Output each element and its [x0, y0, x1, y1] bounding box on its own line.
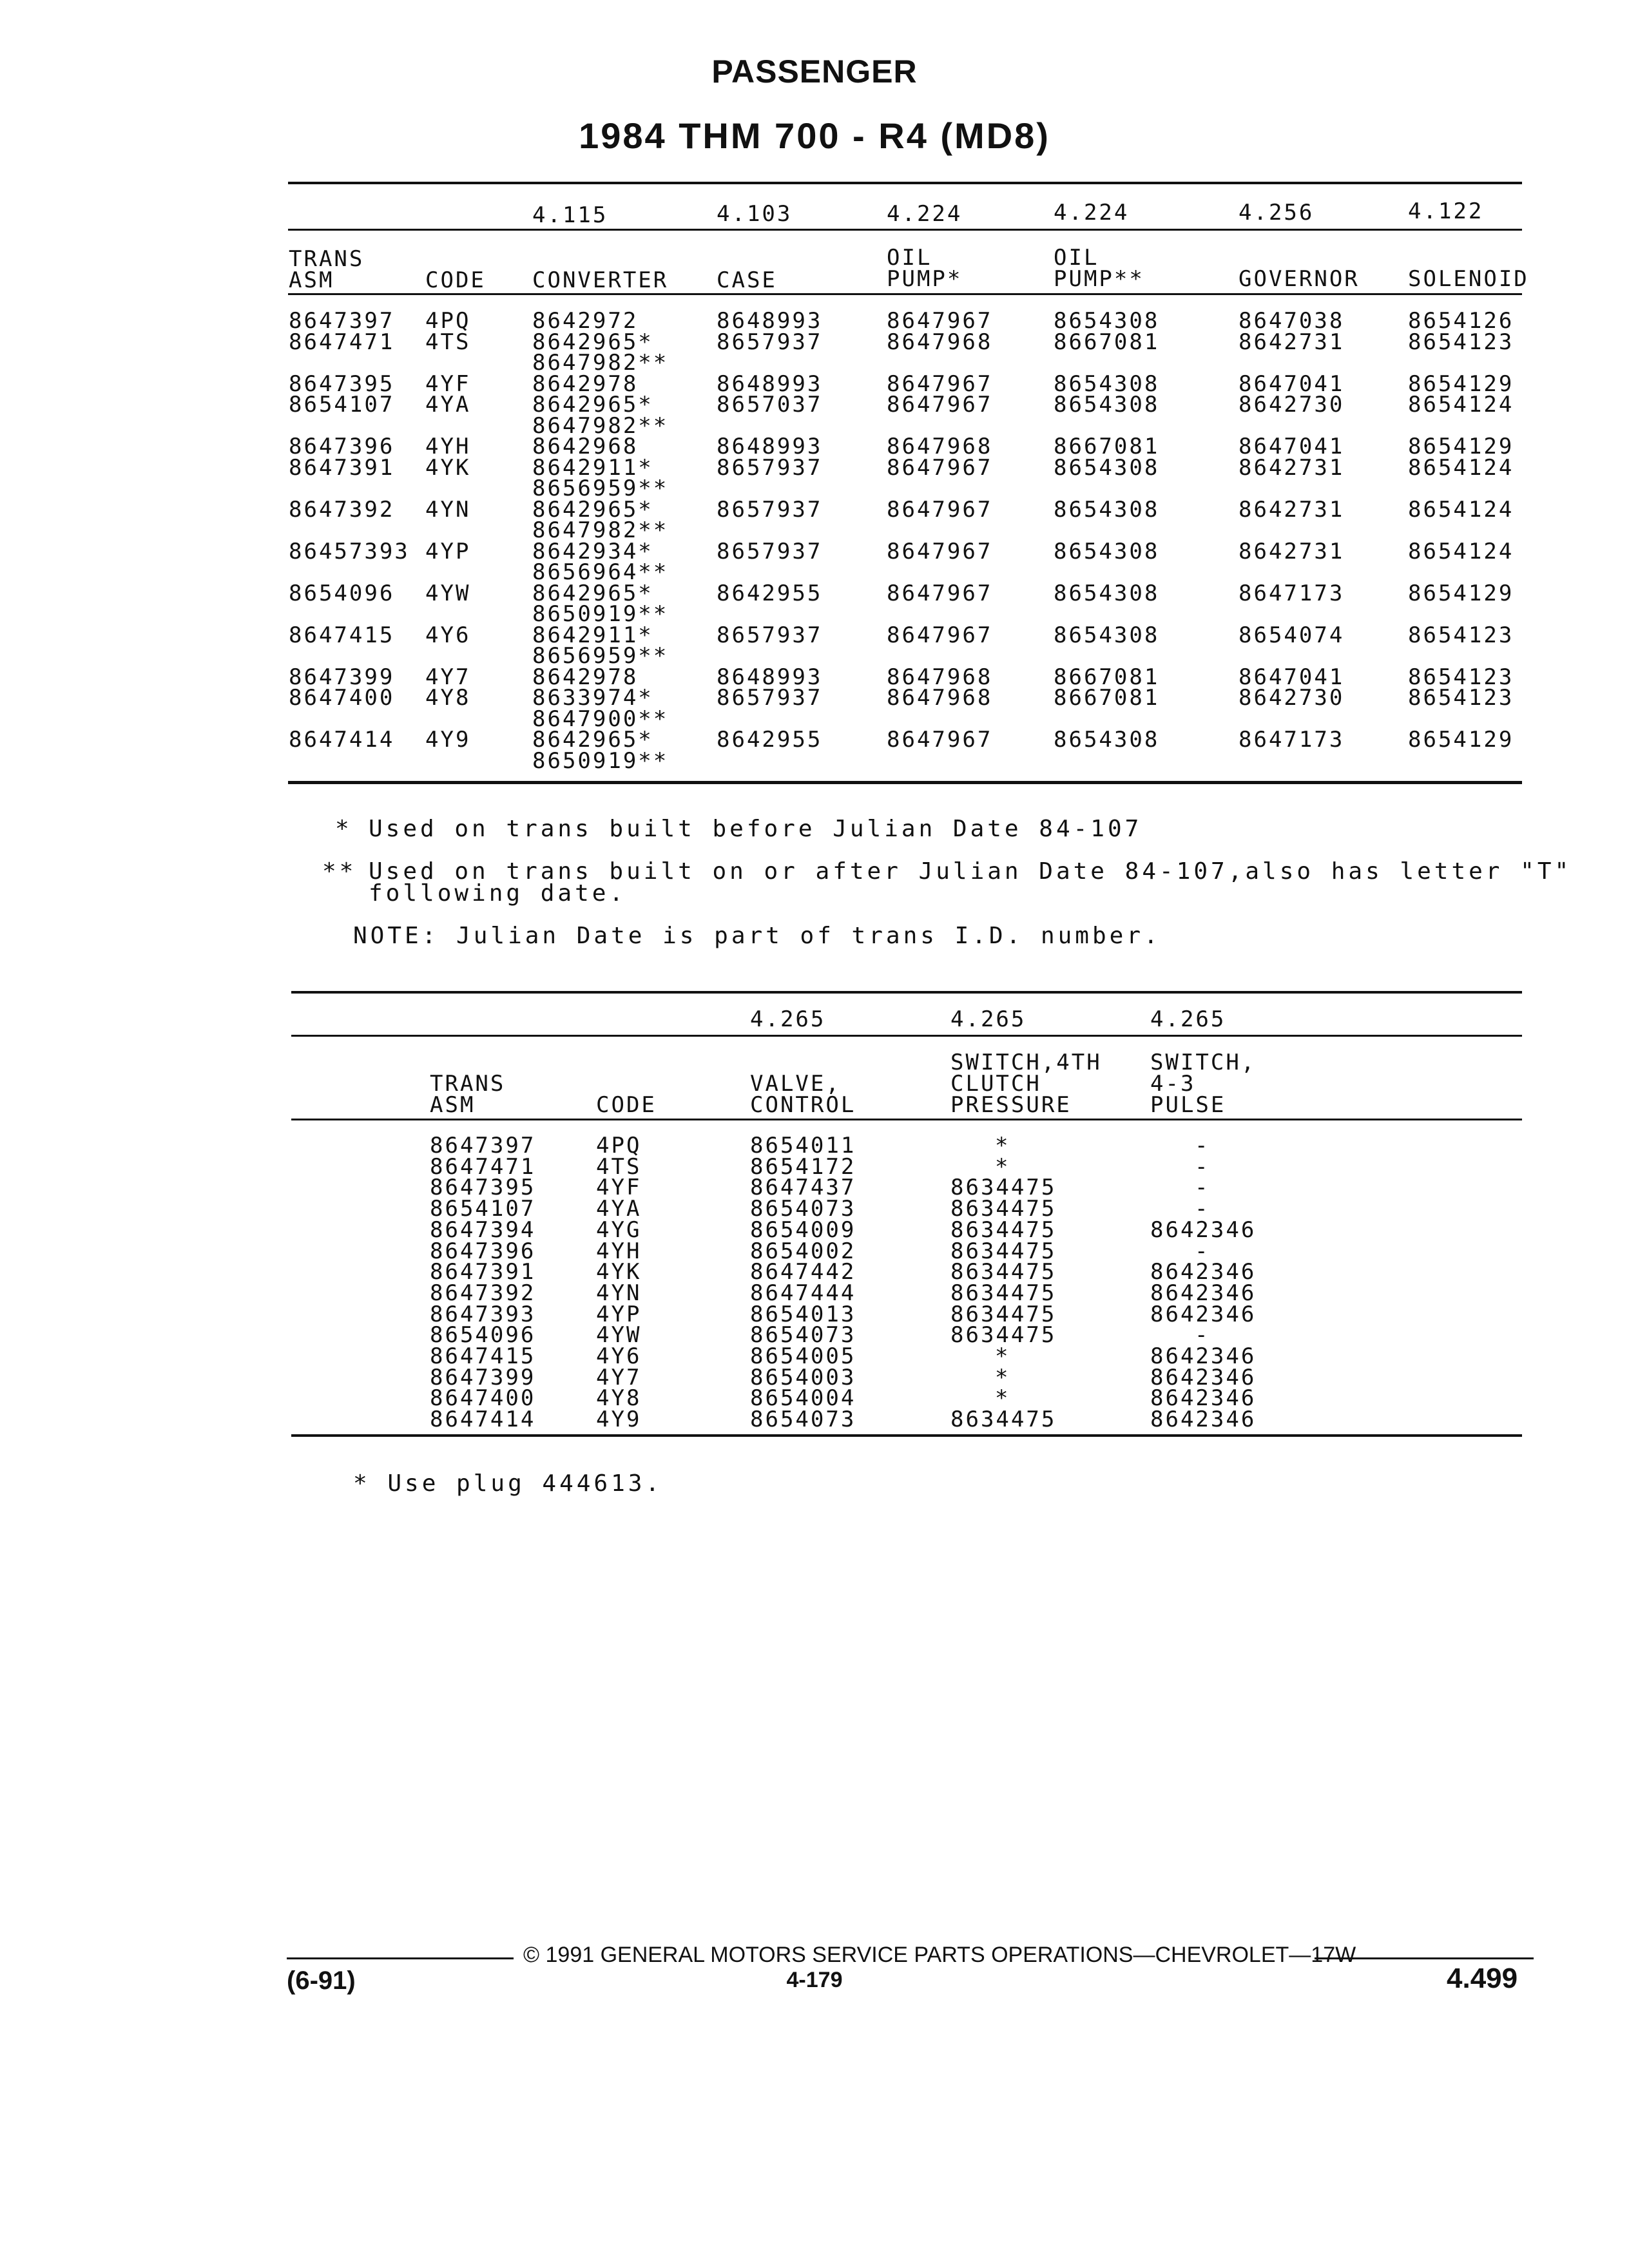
table1-cell-code: 4Y9 — [425, 727, 471, 753]
header2-code: CODE — [596, 1092, 657, 1118]
header-governor: GOVERNOR — [1239, 266, 1360, 292]
table1-cell-code: 4YP — [425, 538, 471, 564]
table1-cell-solenoid: 8654129 — [1408, 580, 1514, 606]
table1-cell-converter: 8647982** — [532, 412, 669, 439]
table1-cell-solenoid: 8654124 — [1408, 454, 1514, 481]
note1-text: Used on trans built before Julian Date 84-107 — [369, 816, 1142, 842]
table1-cell-solenoid: 8654124 — [1408, 496, 1514, 523]
table1-cell-code: 4Y7 — [425, 664, 471, 690]
header2-switch4th-line3: PRESSURE — [950, 1092, 1072, 1118]
header2-switch43-line1: SWITCH, — [1150, 1050, 1257, 1075]
table1-cell-oil1: 8647967 — [887, 454, 993, 481]
table1-cell-oil2: 8654308 — [1054, 496, 1160, 523]
table1-cell-oil1: 8647967 — [887, 392, 993, 418]
table1-cell-case: 8642955 — [717, 580, 823, 606]
table2-ref-rule — [291, 1035, 1522, 1037]
header2-switch4th-line2: CLUTCH — [950, 1071, 1041, 1097]
table1-cell-governor: 8642730 — [1239, 685, 1345, 711]
table1-cell-governor: 8654074 — [1239, 622, 1345, 648]
footer-rule-left — [287, 1957, 514, 1959]
table1-cell-case: 8657937 — [717, 685, 823, 711]
table1-cell-code: 4YN — [425, 496, 471, 523]
table1-cell-solenoid: 8654123 — [1408, 664, 1514, 690]
table2-header-rule — [291, 1119, 1522, 1120]
header-oil-pump-2-line2: PUMP** — [1054, 266, 1144, 292]
header-case: CASE — [717, 267, 777, 293]
table2-cell-sw1: * — [995, 1385, 1010, 1412]
header-asm: ASM — [289, 267, 334, 293]
table1-cell-solenoid: 8654123 — [1408, 685, 1514, 711]
table2-cell-asm: 8647394 — [430, 1216, 536, 1243]
table2-cell-code: 4YG — [596, 1216, 642, 1243]
table1-cell-converter: 8656959** — [532, 643, 669, 669]
table1-cell-asm: 8647395 — [289, 370, 395, 397]
header-oil-pump-1-line1: OIL — [887, 245, 932, 271]
table1-cell-governor: 8647041 — [1239, 370, 1345, 397]
table2-cell-sw2: 8642346 — [1150, 1385, 1257, 1412]
table2-cell-code: 4YH — [596, 1238, 642, 1264]
table1-cell-code: 4YW — [425, 580, 471, 606]
table2-cell-sw1: 8634475 — [950, 1238, 1057, 1264]
table1-cell-case: 8657037 — [717, 392, 823, 418]
header2-switch4th-line1: SWITCH,4TH — [950, 1050, 1102, 1075]
table2-cell-asm: 8647414 — [430, 1407, 536, 1433]
table1-cell-converter: 8656964** — [532, 559, 669, 585]
page-number-right: 4.499 — [1447, 1963, 1518, 1994]
table2-cell-sw1: 8634475 — [950, 1301, 1057, 1327]
header2-switch43-line3: PULSE — [1150, 1092, 1226, 1118]
header-trans: TRANS — [289, 246, 365, 272]
table1-cell-solenoid: 8654123 — [1408, 622, 1514, 648]
table2-cell-code: 4PQ — [596, 1133, 642, 1158]
header2-switch43-line2: 4-3 — [1150, 1071, 1196, 1097]
ref-solenoid: 4.122 — [1408, 198, 1484, 224]
table2-cell-sw1: 8634475 — [950, 1175, 1057, 1201]
table1-cell-oil1: 8647968 — [887, 664, 993, 690]
table2-cell-asm: 8647399 — [430, 1364, 536, 1390]
table1-ref-rule — [288, 229, 1522, 231]
ref-converter: 4.115 — [532, 202, 608, 228]
table1-cell-converter: 8642965* — [532, 727, 653, 753]
table2-cell-valve: 8654073 — [750, 1407, 856, 1433]
table1-cell-governor: 8642731 — [1239, 496, 1345, 523]
table2-cell-asm: 8647397 — [430, 1133, 536, 1158]
table1-cell-oil1: 8647967 — [887, 622, 993, 648]
page-subtitle: 1984 THM 700 - R4 (MD8) — [579, 115, 1050, 156]
table2-cell-valve: 8654073 — [750, 1196, 856, 1222]
table2-cell-valve: 8654011 — [750, 1133, 856, 1158]
table2-cell-asm: 8647400 — [430, 1385, 536, 1412]
table1-cell-asm: 8654096 — [289, 580, 395, 606]
table2-cell-sw2: 8642346 — [1150, 1343, 1257, 1369]
table1-cell-case: 8642955 — [717, 727, 823, 753]
table1-cell-solenoid: 8654126 — [1408, 308, 1514, 334]
table2-cell-sw2: 8642346 — [1150, 1280, 1257, 1306]
table2-cell-code: 4Y6 — [596, 1343, 642, 1369]
table1-cell-converter: 8647982** — [532, 350, 669, 376]
table1-cell-asm: 86457393 — [289, 538, 410, 564]
table1-cell-oil1: 8647967 — [887, 308, 993, 334]
table1-cell-solenoid: 8654129 — [1408, 727, 1514, 753]
header-solenoid: SOLENOID — [1408, 266, 1529, 292]
table1-cell-oil2: 8667081 — [1054, 685, 1160, 711]
table2-cell-valve: 8654004 — [750, 1385, 856, 1412]
table1-cell-code: 4TS — [425, 329, 471, 355]
table1-cell-converter: 8642965* — [532, 580, 653, 606]
table1-cell-converter: 8650919** — [532, 601, 669, 627]
table1-cell-solenoid: 8654124 — [1408, 392, 1514, 418]
table1-cell-oil2: 8654308 — [1054, 538, 1160, 564]
table1-cell-asm: 8647396 — [289, 434, 395, 459]
table2-cell-asm: 8647471 — [430, 1153, 536, 1180]
table1-bottom-rule — [288, 781, 1522, 784]
table1-cell-case: 8657937 — [717, 538, 823, 564]
table1-cell-converter: 8642965* — [532, 496, 653, 523]
header2-valve-line2: CONTROL — [750, 1092, 856, 1118]
table1-cell-solenoid: 8654124 — [1408, 538, 1514, 564]
table2-cell-sw1: 8634475 — [950, 1259, 1057, 1285]
table1-cell-case: 8657937 — [717, 622, 823, 648]
header2-valve-line1: VALVE, — [750, 1071, 841, 1097]
revision-date: (6-91) — [287, 1966, 356, 1995]
table1-cell-converter: 8647982** — [532, 517, 669, 543]
table1-cell-governor: 8642731 — [1239, 329, 1345, 355]
table2-cell-sw1: 8634475 — [950, 1280, 1057, 1306]
table1-cell-asm: 8647392 — [289, 496, 395, 523]
table2-cell-sw2: 8642346 — [1150, 1364, 1257, 1390]
table1-cell-code: 4YF — [425, 370, 471, 397]
table2-cell-sw2: - — [1195, 1133, 1210, 1158]
table2-cell-valve: 8647442 — [750, 1259, 856, 1285]
table2-bottom-rule — [291, 1434, 1522, 1437]
table2-cell-sw2: - — [1195, 1175, 1210, 1201]
note2-text-line2: following date. — [369, 880, 627, 907]
table1-cell-case: 8648993 — [717, 370, 823, 397]
table1-cell-converter: 8633974* — [532, 685, 653, 711]
table2-cell-code: 4YW — [596, 1322, 642, 1349]
table2-cell-code: 4YN — [596, 1280, 642, 1306]
table1-cell-asm: 8647397 — [289, 308, 395, 334]
note3-text: NOTE: Julian Date is part of trans I.D. number. — [353, 923, 1161, 949]
table1-cell-oil1: 8647967 — [887, 496, 993, 523]
table1-cell-oil1: 8647967 — [887, 370, 993, 397]
table1-top-rule — [288, 182, 1522, 184]
table1-cell-asm: 8647399 — [289, 664, 395, 690]
table2-cell-valve: 8654172 — [750, 1153, 856, 1180]
table1-cell-asm: 8654107 — [289, 392, 395, 418]
table1-cell-governor: 8647173 — [1239, 727, 1345, 753]
table1-cell-oil2: 8654308 — [1054, 454, 1160, 481]
table2-cell-valve: 8647437 — [750, 1175, 856, 1201]
ref-oil-pump-1: 4.224 — [887, 201, 963, 227]
header-converter: CONVERTER — [532, 267, 669, 293]
table2-cell-asm: 8654107 — [430, 1196, 536, 1222]
ref-valve-control: 4.265 — [750, 1006, 826, 1032]
table1-cell-solenoid: 8654123 — [1408, 329, 1514, 355]
note2-marker: ** — [322, 858, 357, 885]
table1-cell-converter: 8642978 — [532, 664, 639, 690]
table1-cell-solenoid: 8654129 — [1408, 370, 1514, 397]
table1-cell-case: 8648993 — [717, 434, 823, 459]
table1-cell-oil1: 8647968 — [887, 329, 993, 355]
table1-cell-converter: 8642934* — [532, 538, 653, 564]
ref-switch-4th: 4.265 — [950, 1006, 1027, 1032]
table2-cell-asm: 8647393 — [430, 1301, 536, 1327]
table1-cell-converter: 8656959** — [532, 476, 669, 501]
table2-cell-sw2: 8642346 — [1150, 1216, 1257, 1243]
table2-cell-asm: 8647415 — [430, 1343, 536, 1369]
table1-header-rule — [288, 293, 1522, 295]
table1-cell-governor: 8647038 — [1239, 308, 1345, 334]
table2-cell-valve: 8654005 — [750, 1343, 856, 1369]
table1-cell-converter: 8647900** — [532, 706, 669, 732]
note2-text-line1: Used on trans built on or after Julian Date 84-107,also has letter "T" — [369, 858, 1572, 885]
table1-cell-case: 8657937 — [717, 329, 823, 355]
table1-cell-governor: 8647041 — [1239, 434, 1345, 459]
table2-cell-asm: 8647391 — [430, 1259, 536, 1285]
table2-cell-code: 4Y9 — [596, 1407, 642, 1433]
table2-cell-sw1: 8634475 — [950, 1216, 1057, 1243]
table1-cell-converter: 8650919** — [532, 747, 669, 774]
table2-cell-sw2: - — [1195, 1153, 1210, 1180]
table2-cell-valve: 8654013 — [750, 1301, 856, 1327]
table2-cell-sw2: - — [1195, 1196, 1210, 1222]
table1-cell-case: 8657937 — [717, 496, 823, 523]
table1-cell-converter: 8642965* — [532, 392, 653, 418]
header2-trans: TRANS — [430, 1071, 506, 1097]
table2-cell-sw1: * — [995, 1153, 1010, 1180]
table2-cell-sw2: 8642346 — [1150, 1259, 1257, 1285]
table1-cell-oil1: 8647967 — [887, 538, 993, 564]
table1-cell-oil2: 8667081 — [1054, 329, 1160, 355]
table1-cell-code: 4Y8 — [425, 685, 471, 711]
copyright-text: © 1991 GENERAL MOTORS SERVICE PARTS OPERATIONS—CHEVROLET—17W — [523, 1943, 1356, 1967]
ref-oil-pump-2: 4.224 — [1054, 200, 1130, 226]
table2-cell-code: 4YA — [596, 1196, 642, 1222]
table2-cell-code: 4Y7 — [596, 1364, 642, 1390]
table1-cell-asm: 8647391 — [289, 454, 395, 481]
ref-switch-43: 4.265 — [1150, 1006, 1226, 1032]
table2-cell-code: 4YP — [596, 1301, 642, 1327]
table1-cell-oil2: 8654308 — [1054, 727, 1160, 753]
table1-cell-code: 4Y6 — [425, 622, 471, 648]
table1-cell-converter: 8642968 — [532, 434, 639, 459]
table2-cell-valve: 8654003 — [750, 1364, 856, 1390]
table1-cell-oil2: 8654308 — [1054, 370, 1160, 397]
table1-cell-oil2: 8667081 — [1054, 434, 1160, 459]
header-oil-pump-1-line2: PUMP* — [887, 266, 963, 292]
table1-cell-converter: 8642972 — [532, 308, 639, 334]
page-number-center: 4-179 — [786, 1968, 843, 1992]
table2-cell-sw1: * — [995, 1364, 1010, 1390]
table1-cell-code: 4YH — [425, 434, 471, 459]
table1-cell-converter: 8642911* — [532, 622, 653, 648]
table1-cell-oil2: 8654308 — [1054, 622, 1160, 648]
note1-marker: * — [335, 816, 352, 842]
table1-cell-code: 4YK — [425, 454, 471, 481]
table2-cell-asm: 8654096 — [430, 1322, 536, 1349]
table2-top-rule — [291, 991, 1522, 994]
table2-cell-code: 4Y8 — [596, 1385, 642, 1412]
table1-cell-case: 8657937 — [717, 454, 823, 481]
plug-note: * Use plug 444613. — [353, 1470, 663, 1497]
page-title: PASSENGER — [711, 53, 918, 90]
table1-cell-governor: 8647041 — [1239, 664, 1345, 690]
table2-cell-sw1: 8634475 — [950, 1322, 1057, 1349]
table1-cell-governor: 8642730 — [1239, 392, 1345, 418]
table1-cell-asm: 8647471 — [289, 329, 395, 355]
table2-cell-sw1: * — [995, 1133, 1010, 1158]
table1-cell-oil2: 8654308 — [1054, 580, 1160, 606]
table2-cell-sw2: 8642346 — [1150, 1407, 1257, 1433]
table1-cell-oil1: 8647967 — [887, 580, 993, 606]
table1-cell-solenoid: 8654129 — [1408, 434, 1514, 459]
table2-cell-sw1: 8634475 — [950, 1407, 1057, 1433]
table2-cell-code: 4YF — [596, 1175, 642, 1201]
header-code: CODE — [425, 267, 486, 293]
table2-cell-valve: 8654009 — [750, 1216, 856, 1243]
table1-cell-asm: 8647400 — [289, 685, 395, 711]
table2-cell-valve: 8654002 — [750, 1238, 856, 1264]
table2-cell-code: 4YK — [596, 1259, 642, 1285]
ref-governor: 4.256 — [1239, 200, 1315, 226]
table2-cell-sw2: 8642346 — [1150, 1301, 1257, 1327]
table1-cell-converter: 8642911* — [532, 454, 653, 481]
table1-cell-case: 8648993 — [717, 664, 823, 690]
table1-cell-code: 4YA — [425, 392, 471, 418]
table2-cell-asm: 8647392 — [430, 1280, 536, 1306]
table1-cell-oil1: 8647968 — [887, 434, 993, 459]
table1-cell-asm: 8647414 — [289, 727, 395, 753]
header2-asm: ASM — [430, 1092, 476, 1118]
table1-cell-oil2: 8654308 — [1054, 392, 1160, 418]
table1-cell-asm: 8647415 — [289, 622, 395, 648]
table2-cell-asm: 8647396 — [430, 1238, 536, 1264]
table2-cell-sw1: * — [995, 1343, 1010, 1369]
table1-cell-case: 8648993 — [717, 308, 823, 334]
table2-cell-sw1: 8634475 — [950, 1196, 1057, 1222]
table2-cell-valve: 8654073 — [750, 1322, 856, 1349]
table2-cell-code: 4TS — [596, 1153, 642, 1180]
table2-cell-valve: 8647444 — [750, 1280, 856, 1306]
table1-cell-governor: 8642731 — [1239, 538, 1345, 564]
table1-cell-oil1: 8647967 — [887, 727, 993, 753]
table1-cell-converter: 8642978 — [532, 370, 639, 397]
table1-cell-converter: 8642965* — [532, 329, 653, 355]
table1-cell-code: 4PQ — [425, 308, 471, 334]
table2-cell-asm: 8647395 — [430, 1175, 536, 1201]
table2-cell-sw2: - — [1195, 1238, 1210, 1264]
header-oil-pump-2-line1: OIL — [1054, 245, 1099, 271]
table1-cell-governor: 8647173 — [1239, 580, 1345, 606]
table1-cell-governor: 8642731 — [1239, 454, 1345, 481]
table1-cell-oil2: 8654308 — [1054, 308, 1160, 334]
table1-cell-oil2: 8667081 — [1054, 664, 1160, 690]
table2-cell-sw2: - — [1195, 1322, 1210, 1349]
ref-case: 4.103 — [717, 201, 793, 227]
table1-cell-oil1: 8647968 — [887, 685, 993, 711]
